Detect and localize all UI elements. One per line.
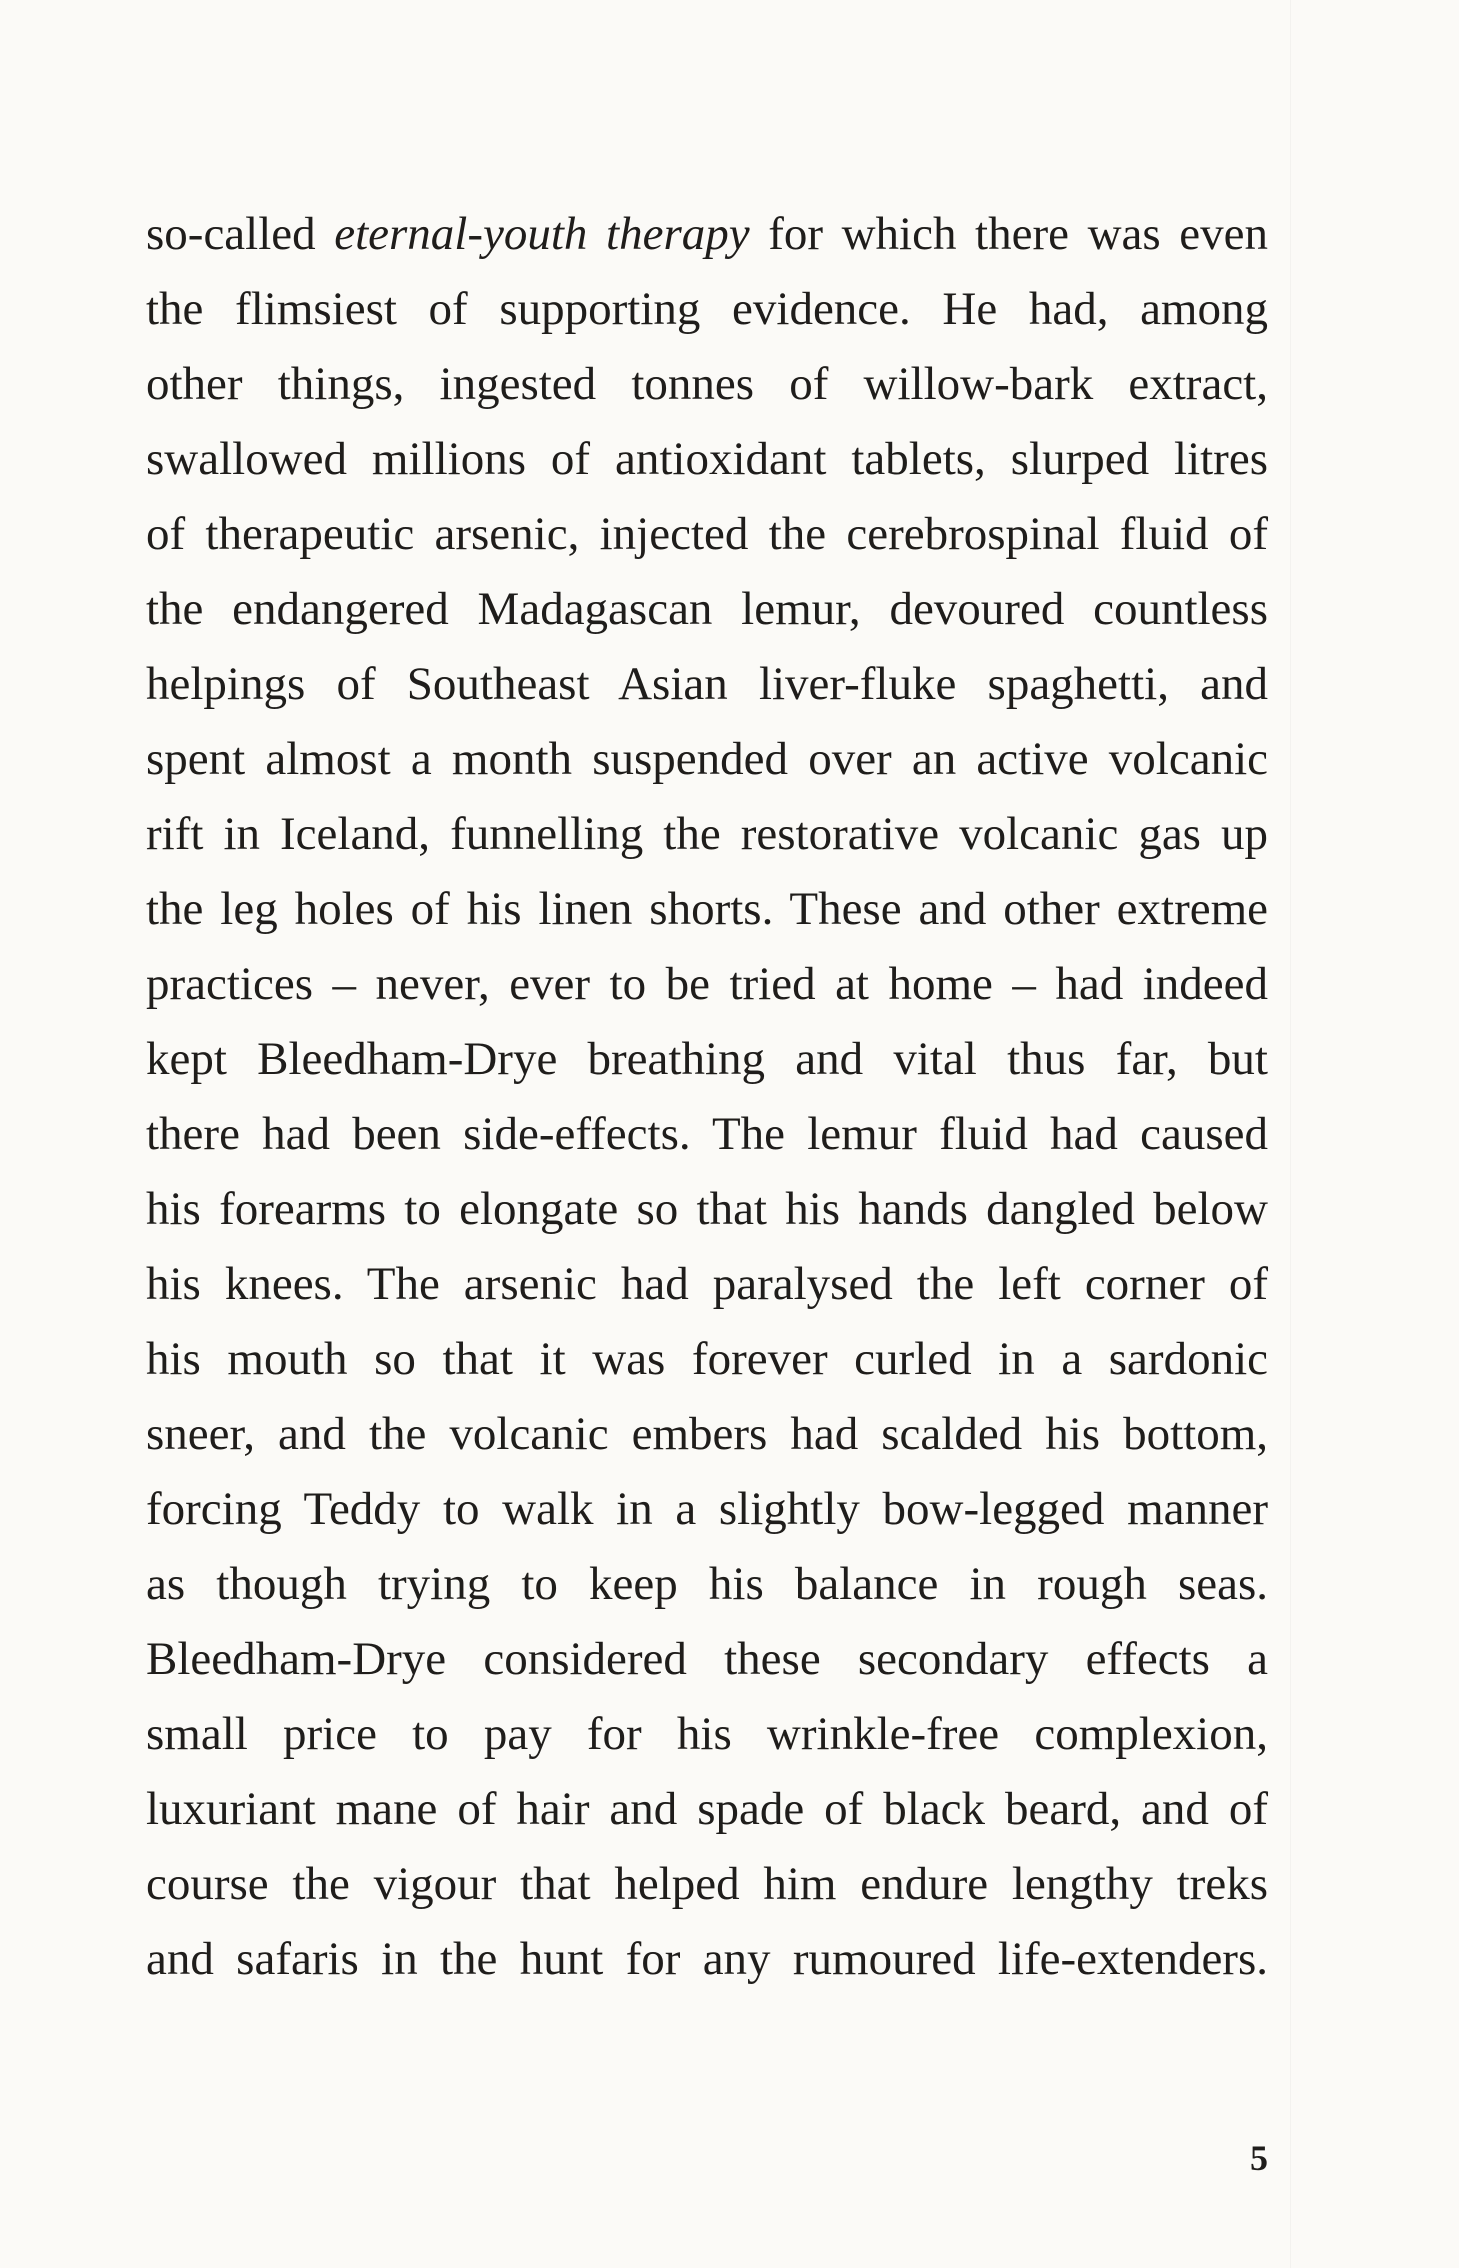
text-segment: helpings of Southeast Asian liver-fluke spaghetti, and	[146, 658, 1268, 710]
text-segment: his knees. The arsenic had paralysed the left corner of	[146, 1258, 1268, 1310]
text-segment: luxuriant mane of hair and spade of black beard, and of	[146, 1783, 1268, 1835]
text-segment: rift in Iceland, funnelling the restorative volcanic gas up	[146, 808, 1268, 860]
text-line	[146, 197, 1268, 272]
text-line	[146, 1472, 1268, 1547]
text-line	[146, 1547, 1268, 1622]
text-line	[146, 1697, 1268, 1772]
text-segment: there had been side-effects. The lemur fluid had caused	[146, 1108, 1268, 1160]
text-line	[146, 347, 1268, 422]
text-line	[146, 1847, 1268, 1922]
text-line	[146, 1397, 1268, 1472]
text-line	[146, 497, 1268, 572]
text-segment: course the vigour that helped him endure lengthy treks	[146, 1858, 1268, 1910]
text-line	[146, 1922, 1268, 1997]
text-line	[146, 1097, 1268, 1172]
text-line	[146, 1172, 1268, 1247]
text-line	[146, 647, 1268, 722]
text-segment: Bleedham-Drye considered these secondary effects a	[146, 1633, 1268, 1685]
text-line	[146, 1622, 1268, 1697]
text-segment: other things, ingested tonnes of willow-bark extract,	[146, 358, 1268, 410]
text-segment: small price to pay for his wrinkle-free complexion,	[146, 1708, 1268, 1760]
text-segment: sneer, and the volcanic embers had scalded his bottom,	[146, 1408, 1268, 1460]
text-line	[146, 797, 1268, 872]
text-line	[146, 1322, 1268, 1397]
page-fold-shadow	[1290, 0, 1291, 2268]
text-segment: the leg holes of his linen shorts. These and other extreme	[146, 883, 1268, 935]
text-segment: as though trying to keep his balance in rough seas.	[146, 1558, 1268, 1610]
text-line	[146, 1022, 1268, 1097]
text-line	[146, 722, 1268, 797]
text-segment: so-called	[146, 208, 335, 260]
text-segment: the flimsiest of supporting evidence. He had, among	[146, 283, 1268, 335]
text-line	[146, 572, 1268, 647]
italic-text: eternal-youth therapy	[334, 208, 750, 260]
text-line	[146, 947, 1268, 1022]
text-segment: his forearms to elongate so that his hands dangled below	[146, 1183, 1268, 1235]
text-segment: of therapeutic arsenic, injected the cerebrospinal fluid of	[146, 508, 1268, 560]
text-line	[146, 1772, 1268, 1847]
text-segment: the endangered Madagascan lemur, devoured countless	[146, 583, 1268, 635]
text-segment: his mouth so that it was forever curled in a sardonic	[146, 1333, 1268, 1385]
text-segment: for which there was even	[749, 208, 1268, 260]
text-segment: forcing Teddy to walk in a slightly bow-legged manner	[146, 1483, 1268, 1535]
text-line	[146, 1247, 1268, 1322]
text-line	[146, 272, 1268, 347]
text-segment: practices – never, ever to be tried at home – had indeed	[146, 958, 1268, 1010]
page-number: 5	[1250, 2138, 1268, 2178]
text-line	[146, 872, 1268, 947]
text-line	[146, 422, 1268, 497]
body-paragraph	[146, 197, 1268, 1997]
text-segment: swallowed millions of antioxidant tablets, slurped litres	[146, 433, 1268, 485]
text-segment: kept Bleedham-Drye breathing and vital thus far, but	[146, 1033, 1268, 1085]
text-segment: spent almost a month suspended over an active volcanic	[146, 733, 1268, 785]
text-segment: and safaris in the hunt for any rumoured life-extenders.	[146, 1933, 1268, 1985]
